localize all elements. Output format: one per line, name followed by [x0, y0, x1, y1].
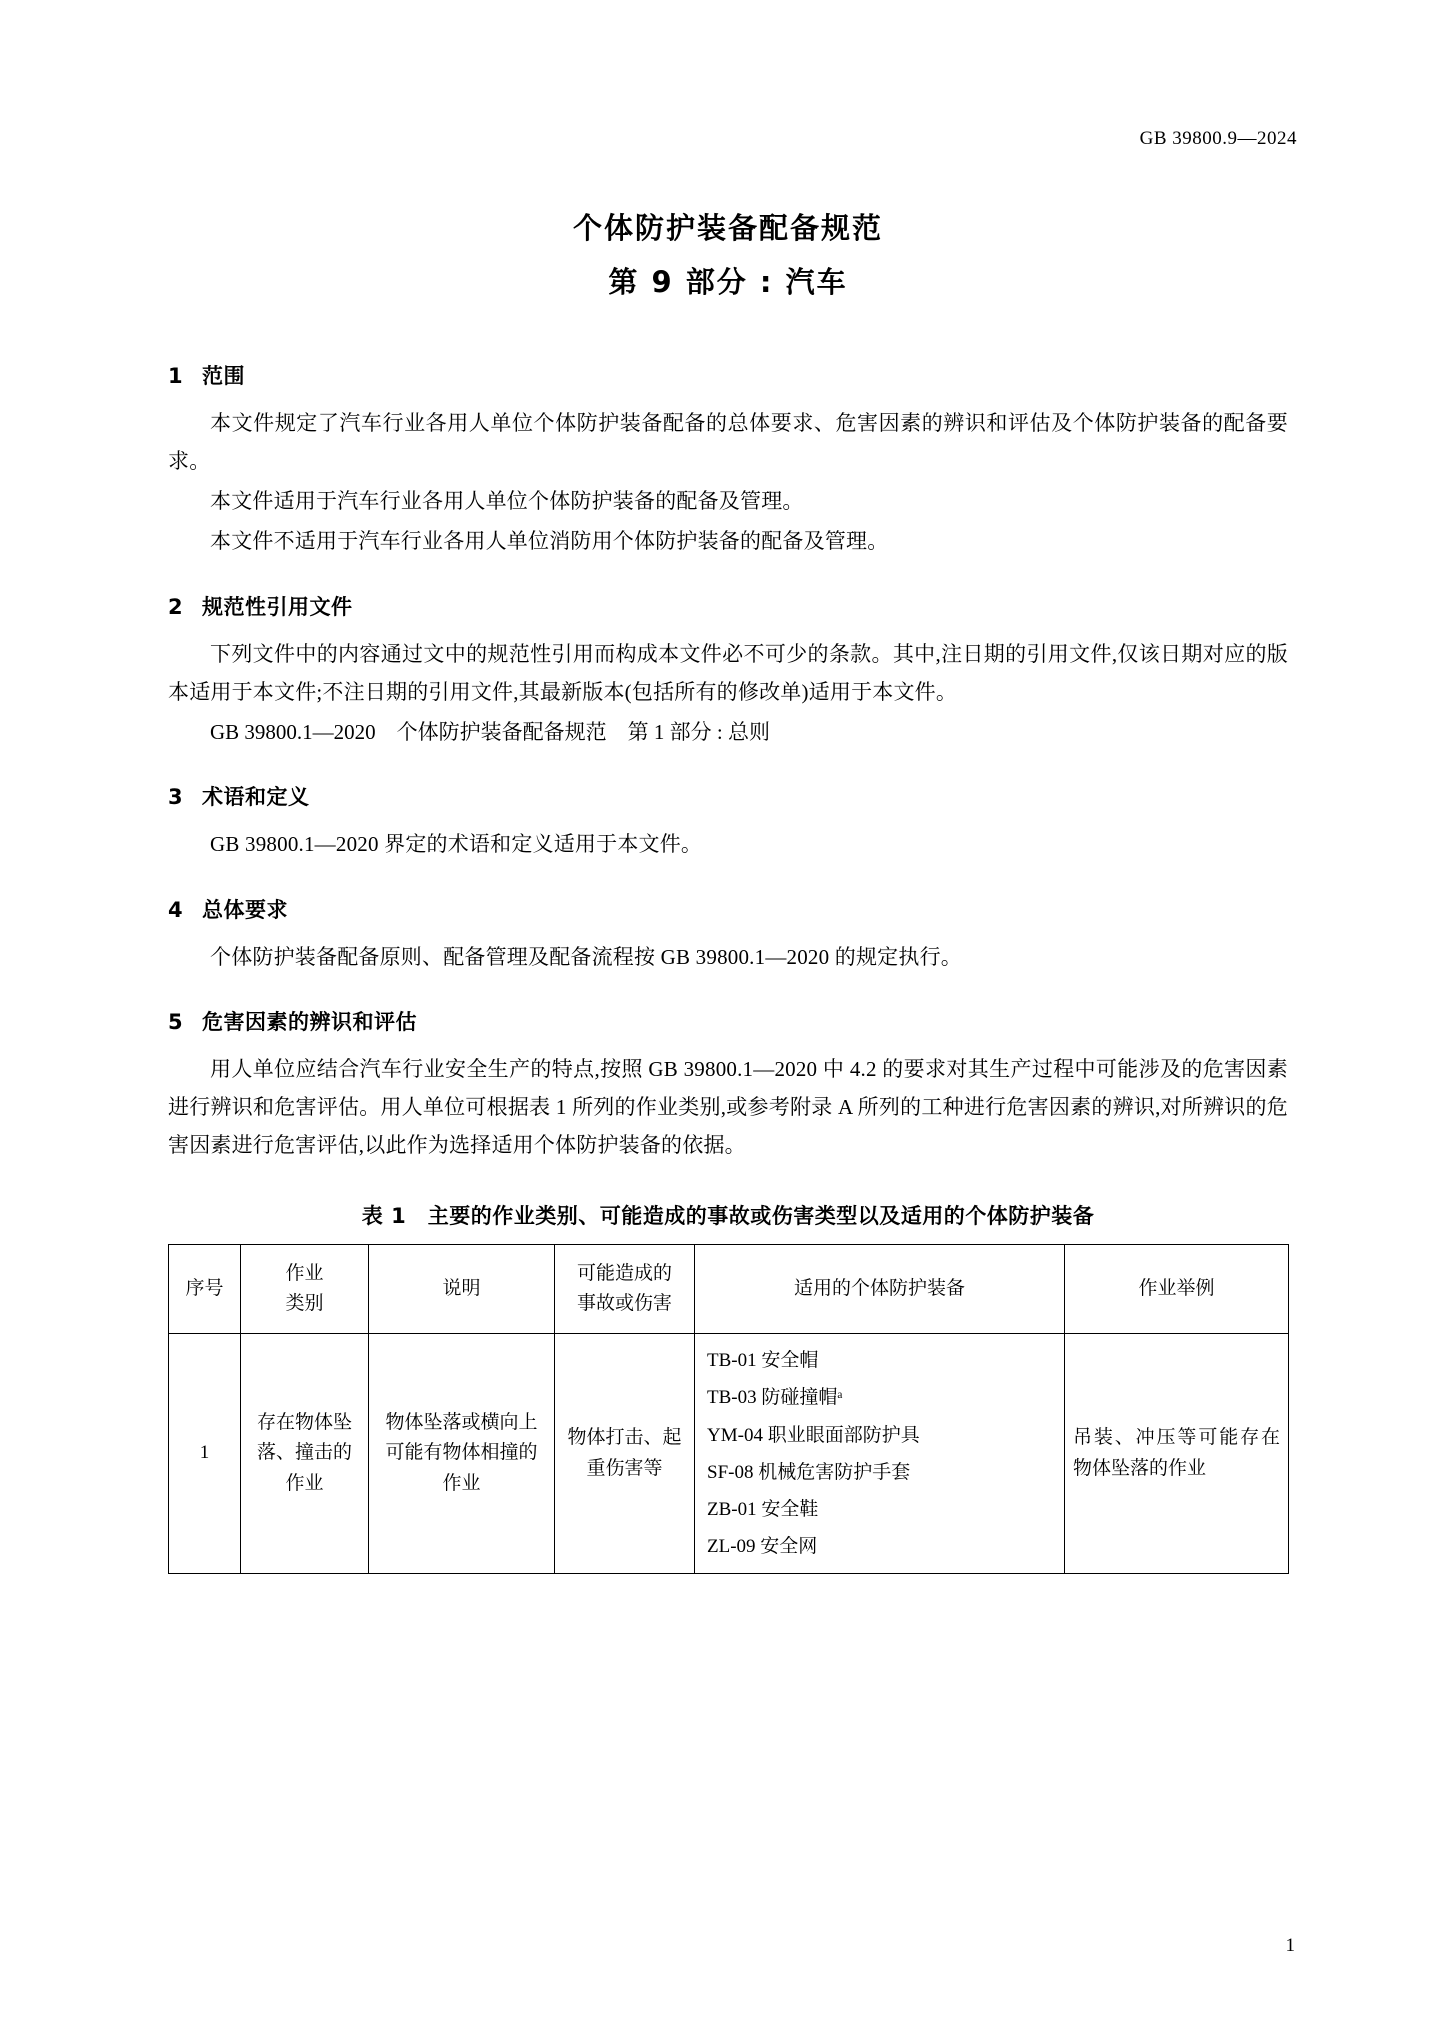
table-cell-seq: 1	[169, 1334, 241, 1573]
clause-heading-1	[168, 360, 1288, 390]
table-header-accident-line2: 事故或伤害	[576, 1293, 672, 1315]
page-title: 个体防护装备配备规范	[572, 211, 883, 245]
clause-number-1: 1	[168, 363, 184, 388]
ppe-item: TB-01 安全帽	[707, 1350, 819, 1372]
ppe-item: ZB-01 安全鞋	[707, 1498, 819, 1520]
table-header-seq: 序号	[169, 1245, 241, 1334]
clause-1-paragraph-3: 本文件不适用于汽车行业各用人单位消防用个体防护装备的配备及管理。	[210, 529, 889, 554]
ppe-item-list	[703, 1342, 1056, 1564]
table-cell-accident: 物体打击、起重伤害等	[555, 1334, 695, 1573]
clause-4-paragraph-1: 个体防护装备配备原则、配备管理及配备流程按 GB 39800.1—2020 的规定执行。	[210, 944, 962, 969]
document-title-block	[168, 205, 1288, 306]
page-subtitle: 第 9 部分 : 汽车	[608, 265, 848, 300]
clause-number-4: 4	[168, 897, 184, 922]
clause-title-3: 术语和定义	[202, 785, 310, 810]
clause-number-5: 5	[168, 1009, 184, 1034]
page-header-standard-code: GB 39800.9—2024	[1139, 128, 1297, 149]
clause-number-3: 3	[168, 785, 184, 810]
clause-2-reference: GB 39800.1—2020 个体防护装备配备规范 第 1 部分 : 总则	[210, 720, 771, 745]
table-cell-category: 存在物体坠落、撞击的作业	[241, 1334, 369, 1573]
table-header-row	[169, 1245, 1289, 1334]
clause-title-1: 范围	[202, 363, 245, 388]
table-cell-ppe	[695, 1334, 1065, 1573]
table-header-example: 作业举例	[1065, 1245, 1289, 1334]
document-body	[168, 205, 1288, 1574]
clause-title-4: 总体要求	[202, 897, 288, 922]
clause-2-paragraph-1: 下列文件中的内容通过文中的规范性引用而构成本文件必不可少的条款。其中,注日期的引用文件,仅该日期对应的版本适用于本文件;不注日期的引用文件,其最新版本(包括所有的修改单)适用于本文件。	[168, 641, 1288, 704]
table-header-category-line1: 作业	[285, 1263, 324, 1285]
table-header-category	[241, 1245, 369, 1334]
table-header-ppe: 适用的个体防护装备	[695, 1245, 1065, 1334]
clause-1-paragraph-1: 本文件规定了汽车行业各用人单位个体防护装备配备的总体要求、危害因素的辨识和评估及个体防护装备的配备要求。	[168, 410, 1288, 473]
clause-heading-2	[168, 591, 1288, 621]
clause-title-2: 规范性引用文件	[202, 594, 353, 619]
clause-3-paragraph-1: GB 39800.1—2020 界定的术语和定义适用于本文件。	[210, 832, 703, 857]
clause-5-paragraph-1: 用人单位应结合汽车行业安全生产的特点,按照 GB 39800.1—2020 中 4.2 的要求对其生产过程中可能涉及的危害因素进行辨识和危害评估。用人单位可根据表 1 所列的作业类别,或参考附录 A 所列的工种进行危害因素的辨识,对所辨识的危害因素进行危害评估,以此作为选择适用个体防护装备的依据。	[168, 1056, 1288, 1158]
clause-number-2: 2	[168, 594, 184, 619]
ppe-category-table	[168, 1244, 1289, 1573]
clause-1-paragraph-2: 本文件适用于汽车行业各用人单位个体防护装备的配备及管理。	[210, 489, 804, 514]
table-row	[169, 1334, 1289, 1573]
ppe-item: ZL-09 安全网	[707, 1535, 818, 1557]
clause-title-5: 危害因素的辨识和评估	[202, 1009, 417, 1034]
ppe-item: SF-08 机械危害防护手套	[707, 1461, 911, 1483]
page-number: 1	[1285, 1935, 1295, 1956]
table-caption: 表 1 主要的作业类别、可能造成的事故或伤害类型以及适用的个体防护装备	[361, 1204, 1095, 1229]
table-header-category-line2: 类别	[285, 1293, 324, 1315]
table-cell-example: 吊装、冲压等可能存在物体坠落的作业	[1065, 1334, 1289, 1573]
table-header-description: 说明	[369, 1245, 555, 1334]
table-cell-description: 物体坠落或横向上可能有物体相撞的作业	[369, 1334, 555, 1573]
clause-heading-3	[168, 781, 1288, 811]
table-header-accident	[555, 1245, 695, 1334]
ppe-item: TB-03 防碰撞帽ᵃ	[707, 1387, 843, 1409]
clause-heading-4	[168, 894, 1288, 924]
ppe-item: YM-04 职业眼面部防护具	[707, 1424, 920, 1446]
table-header-accident-line1: 可能造成的	[576, 1263, 672, 1285]
clause-heading-5	[168, 1006, 1288, 1036]
